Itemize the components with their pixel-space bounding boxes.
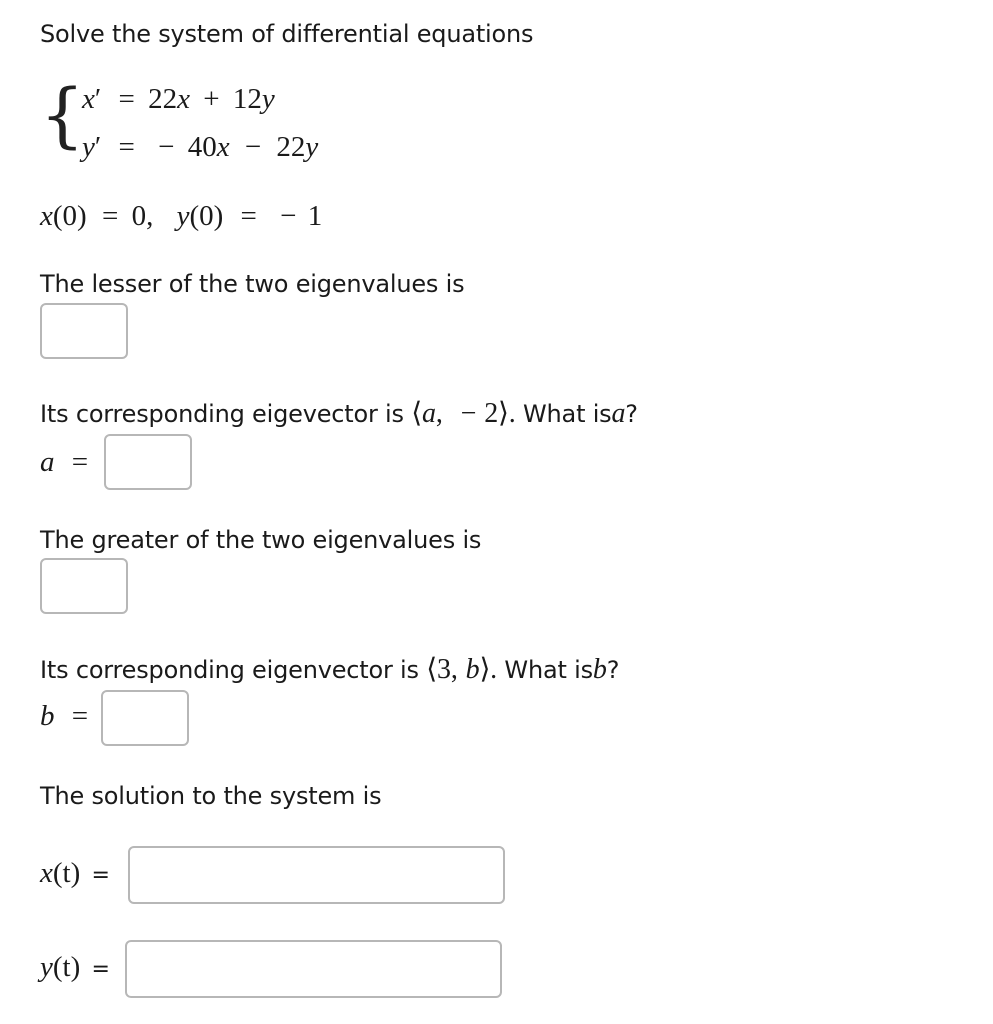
eq2-equals: =: [118, 131, 135, 163]
b-label: [40, 700, 88, 733]
vec-close-bracket: ⟩: [498, 398, 509, 429]
b-label-equals: =: [71, 700, 89, 732]
eq1-equals: =: [118, 83, 135, 115]
vec-open-bracket: ⟨: [411, 398, 422, 429]
x-t-func: x: [40, 857, 53, 889]
ic-y-value: 1: [307, 200, 323, 232]
eigenvector-a-prompt: [40, 396, 638, 430]
b-label-var: b: [40, 700, 55, 732]
ic-x-func: x: [40, 200, 53, 232]
a-label: [40, 446, 88, 479]
eq2-minus: −: [244, 131, 262, 163]
eigenvector-b-ask: What is: [504, 656, 593, 684]
left-brace: {: [40, 74, 85, 156]
eq2-rhs-coef1: 40: [187, 131, 217, 163]
eq2-rhs-var1: x: [216, 131, 230, 163]
x-t-label: [40, 857, 110, 890]
y-t-arg: (t): [52, 951, 81, 983]
ic-x-value: 0,: [131, 200, 154, 232]
eigenvector-a-vector: [411, 398, 515, 429]
vec-b-period: .: [490, 654, 497, 685]
vec-negative: −: [460, 398, 477, 429]
ic-y-equals: =: [240, 200, 257, 232]
vec-two-component: 2: [484, 398, 499, 429]
x-t-input[interactable]: [128, 846, 505, 904]
vec-a-component: a: [422, 398, 436, 429]
eq1-rhs-var2: y: [261, 83, 275, 115]
eigenvector-b-question-mark: ?: [606, 656, 620, 684]
y-t-label: [40, 951, 110, 984]
eq2-prime: ′: [94, 131, 102, 163]
x-t-equals: =: [91, 863, 110, 888]
eq1-rhs-var1: x: [177, 83, 190, 115]
y-t-input[interactable]: [125, 940, 502, 998]
vec-comma: ,: [435, 398, 443, 429]
eigenvector-b-prompt: [40, 652, 619, 686]
eq2-negative: −: [158, 131, 175, 163]
y-t-func: y: [40, 951, 53, 983]
initial-conditions: [40, 200, 322, 233]
vec-period: .: [508, 398, 516, 429]
lesser-eigenvalue-input[interactable]: [40, 303, 128, 359]
eigenvector-b-ask-var: b: [592, 654, 607, 685]
greater-eigenvalue-input[interactable]: [40, 558, 128, 614]
eq1-plus: +: [203, 83, 220, 115]
vec-b-component: b: [465, 654, 480, 685]
vec-b-open-bracket: ⟨: [426, 654, 438, 685]
x-t-arg: (t): [52, 857, 81, 889]
eq1-rhs-coef2: 12: [232, 83, 262, 115]
problem-intro: Solve the system of differential equations: [40, 20, 534, 48]
b-value-input[interactable]: [101, 690, 189, 746]
a-label-var: a: [40, 446, 55, 478]
lesser-eigenvalue-prompt: The lesser of the two eigenvalues is: [40, 270, 465, 298]
eigenvector-a-text: Its corresponding eigevector is: [40, 400, 404, 428]
ic-x-arg: (0): [52, 200, 87, 232]
ic-y-negative: −: [280, 200, 297, 232]
eigenvector-b-vector: [426, 654, 497, 685]
ic-y-arg: (0): [189, 200, 224, 232]
eq1-rhs-coef1: 22: [148, 83, 178, 115]
y-t-equals: =: [91, 957, 110, 982]
eq1-lhs: x: [82, 83, 95, 115]
eigenvector-a-ask: What is: [523, 400, 612, 428]
a-label-equals: =: [71, 446, 89, 478]
eigenvector-a-question-mark: ?: [625, 400, 638, 428]
eq2-lhs: y: [82, 131, 95, 163]
eq1-prime: ′: [94, 83, 102, 115]
eigenvector-a-ask-var: a: [611, 398, 626, 429]
ic-x-equals: =: [101, 200, 119, 232]
eq2-rhs-var2: y: [305, 131, 319, 163]
vec-b-close-bracket: ⟩: [479, 654, 491, 685]
eigenvector-b-text: Its corresponding eigenvector is: [40, 656, 419, 684]
equation-1: [82, 83, 275, 116]
solution-prompt: The solution to the system is: [40, 782, 382, 810]
vec-three-component: 3,: [437, 654, 458, 685]
greater-eigenvalue-prompt: The greater of the two eigenvalues is: [40, 526, 482, 554]
equation-2: [82, 131, 318, 164]
ic-y-func: y: [176, 200, 190, 232]
eq2-rhs-coef2: 22: [276, 131, 306, 163]
a-value-input[interactable]: [104, 434, 192, 490]
